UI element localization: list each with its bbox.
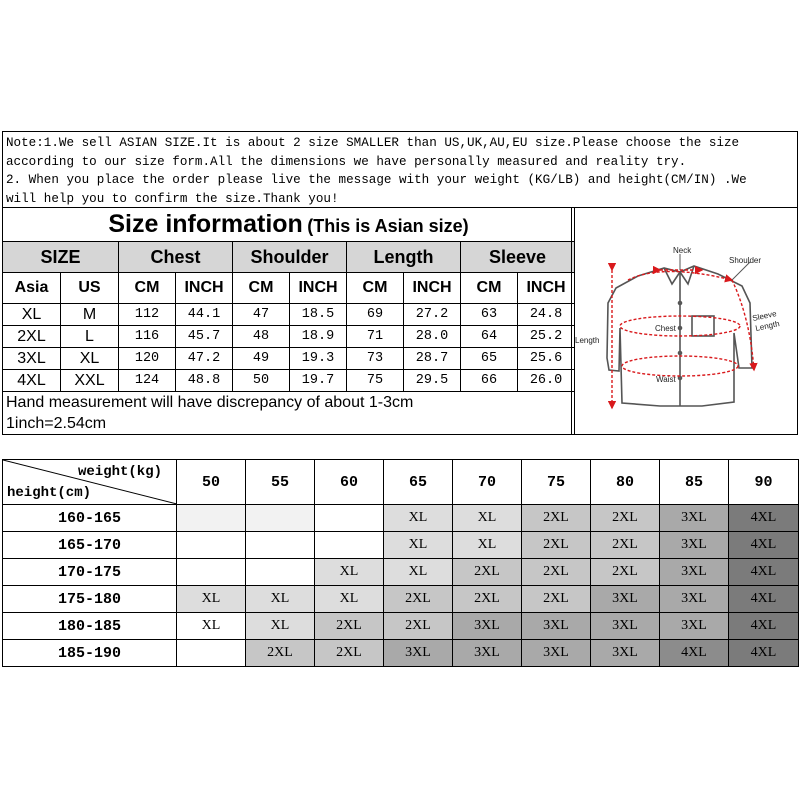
weight-header: 70 [453,460,522,505]
size-row [3,348,575,370]
recommended-size-cell: 2XL [315,640,384,667]
note-line-1: Note:1.We sell ASIAN SIZE.It is about 2 size SMALLER than US,UK,AU,EU size.Please choose the size [6,136,740,150]
recommended-size-cell: 4XL [729,559,799,586]
label-neck: Neck [673,246,692,255]
recommended-size-cell: 3XL [660,613,729,640]
size-rows [3,304,575,392]
size-row [3,370,575,392]
recommended-size-cell: XL [384,532,453,559]
group-header-length: Length [347,242,461,273]
footnote-discrepancy: Hand measurement will have discrepancy of about 1-3cm [3,392,575,414]
height-axis-label: height(cm) [7,485,92,501]
sub-header: CM [347,273,404,304]
measurement-cell: 48 [233,326,290,348]
weight-rows [3,505,799,667]
measurement-cell: 66 [461,370,518,392]
recommended-size-cell: XL [384,559,453,586]
sub-header: CM [233,273,290,304]
recommended-size-cell: 3XL [591,640,660,667]
measurement-cell: 29.5 [404,370,461,392]
recommended-size-cell: 4XL [729,532,799,559]
measurement-cell: 19.3 [290,348,347,370]
weight-header: 60 [315,460,384,505]
height-row [3,640,799,667]
weight-header: 75 [522,460,591,505]
recommended-size-cell: 4XL [660,640,729,667]
group-header-sleeve: Sleeve [461,242,575,273]
recommended-size-cell [177,532,246,559]
measurement-cell: 50 [233,370,290,392]
measurement-cell: 120 [119,348,176,370]
sub-header: INCH [176,273,233,304]
group-header-size: SIZE [3,242,119,273]
measurement-cell: 25.6 [518,348,575,370]
height-range-cell: 165-170 [3,532,177,559]
recommended-size-cell: 4XL [729,640,799,667]
measurement-cell: 116 [119,326,176,348]
recommended-size-cell [177,640,246,667]
recommended-size-cell: 4XL [729,613,799,640]
size-label-cell: XL [3,304,61,326]
recommended-size-cell: 2XL [453,586,522,613]
recommended-size-cell: 2XL [453,559,522,586]
group-header-shoulder: Shoulder [233,242,347,273]
title-main: Size information [108,210,303,238]
weight-header: 55 [246,460,315,505]
weight-header: 90 [729,460,799,505]
measurement-cell: 26.0 [518,370,575,392]
size-row [3,326,575,348]
measurement-cell: 45.7 [176,326,233,348]
measurement-cell: 65 [461,348,518,370]
measurement-cell: 63 [461,304,518,326]
recommended-size-cell: 2XL [522,586,591,613]
size-row [3,304,575,326]
size-label-cell: 2XL [3,326,61,348]
label-waist: Waist [656,375,676,384]
recommended-size-cell [177,505,246,532]
recommended-size-cell [246,559,315,586]
measurement-arrows [612,270,754,408]
note-line-3: 2. When you place the order please live the message with your weight (KG/LB) and height(CM/IN) .We [6,173,747,187]
measurement-cell: 24.8 [518,304,575,326]
size-label-cell: XL [61,348,119,370]
group-header-chest: Chest [119,242,233,273]
recommended-size-cell: 4XL [729,586,799,613]
recommended-size-cell: 2XL [384,586,453,613]
recommended-size-cell: 2XL [246,640,315,667]
sub-header: INCH [518,273,575,304]
measurement-cell: 18.5 [290,304,347,326]
size-label-cell: M [61,304,119,326]
measurement-cell: 28.7 [404,348,461,370]
measurement-cell: 47.2 [176,348,233,370]
measurement-cell: 73 [347,348,404,370]
recommended-size-cell: 2XL [522,532,591,559]
weight-header-row [3,460,799,505]
recommended-size-cell [246,532,315,559]
note-line-2: according to our size form.All the dimensions we have personally measured and reality try. [6,154,687,169]
recommended-size-cell [246,505,315,532]
measurement-cell: 44.1 [176,304,233,326]
recommended-size-cell: 2XL [591,559,660,586]
measurement-cell: 47 [233,304,290,326]
weight-header: 65 [384,460,453,505]
recommended-size-cell: 3XL [522,640,591,667]
weight-height-size-table [2,459,799,667]
measurement-cell: 112 [119,304,176,326]
weight-header: 80 [591,460,660,505]
shirt-measurement-diagram [571,207,798,435]
measurement-cell: 25.2 [518,326,575,348]
measurement-cell: 64 [461,326,518,348]
recommended-size-cell: 2XL [522,505,591,532]
recommended-size-cell: 3XL [453,640,522,667]
recommended-size-cell: 2XL [591,505,660,532]
height-row [3,586,799,613]
size-label-cell: 3XL [3,348,61,370]
recommended-size-cell: XL [246,586,315,613]
recommended-size-cell: 2XL [384,613,453,640]
size-label-cell: 4XL [3,370,61,392]
measurement-cell: 18.9 [290,326,347,348]
recommended-size-cell: 3XL [384,640,453,667]
sub-header-row [3,273,575,304]
sub-header: INCH [290,273,347,304]
recommended-size-cell: 3XL [453,613,522,640]
recommended-size-cell: 3XL [660,505,729,532]
recommended-size-cell: 2XL [315,613,384,640]
height-row [3,559,799,586]
recommended-size-cell: XL [384,505,453,532]
recommended-size-cell: 3XL [522,613,591,640]
recommended-size-cell: 3XL [660,586,729,613]
size-note [2,131,798,207]
sub-header: US [61,273,119,304]
label-sleeve: Sleeve [751,309,778,323]
recommended-size-cell: XL [315,559,384,586]
recommended-size-cell [315,532,384,559]
recommended-size-cell: 3XL [591,586,660,613]
recommended-size-cell: 3XL [591,613,660,640]
weight-axis-label: weight(kg) [77,464,162,480]
height-range-cell: 175-180 [3,586,177,613]
measurement-cell: 28.0 [404,326,461,348]
measurement-cell: 71 [347,326,404,348]
size-table-title [3,208,575,242]
height-range-cell: 170-175 [3,559,177,586]
recommended-size-cell: XL [453,532,522,559]
label-shoulder: Shoulder [729,256,762,265]
height-range-cell: 160-165 [3,505,177,532]
title-sub: (This is Asian size) [307,216,469,236]
recommended-size-cell: 4XL [729,505,799,532]
recommended-size-cell: 3XL [660,532,729,559]
measurement-cell: 69 [347,304,404,326]
measurement-cell: 49 [233,348,290,370]
recommended-size-cell: XL [453,505,522,532]
corner-header [3,460,177,505]
label-chest: Chest [655,324,676,333]
height-row [3,505,799,532]
size-information-table [2,207,575,435]
measurement-cell: 19.7 [290,370,347,392]
recommended-size-cell: XL [177,613,246,640]
measurement-cell: 27.2 [404,304,461,326]
sub-header: INCH [404,273,461,304]
sub-header: CM [461,273,518,304]
height-range-cell: 180-185 [3,613,177,640]
sub-header: Asia [3,273,61,304]
height-range-cell: 185-190 [3,640,177,667]
recommended-size-cell [315,505,384,532]
footnote-inch: 1inch=2.54cm [3,413,575,435]
measurement-cell: 48.8 [176,370,233,392]
label-sleeve-length: Length [754,319,781,333]
size-label-cell: L [61,326,119,348]
recommended-size-cell: 3XL [660,559,729,586]
sub-header: CM [119,273,176,304]
recommended-size-cell: 2XL [522,559,591,586]
weight-header: 85 [660,460,729,505]
label-length: Length [575,336,600,345]
recommended-size-cell: XL [246,613,315,640]
height-row [3,613,799,640]
measurement-cell: 124 [119,370,176,392]
note-line-4: will help you to confirm the size.Thank you! [6,191,339,206]
size-label-cell: XXL [61,370,119,392]
recommended-size-cell: 2XL [591,532,660,559]
weight-header: 50 [177,460,246,505]
height-row [3,532,799,559]
recommended-size-cell [177,559,246,586]
recommended-size-cell: XL [177,586,246,613]
recommended-size-cell: XL [315,586,384,613]
measurement-cell: 75 [347,370,404,392]
